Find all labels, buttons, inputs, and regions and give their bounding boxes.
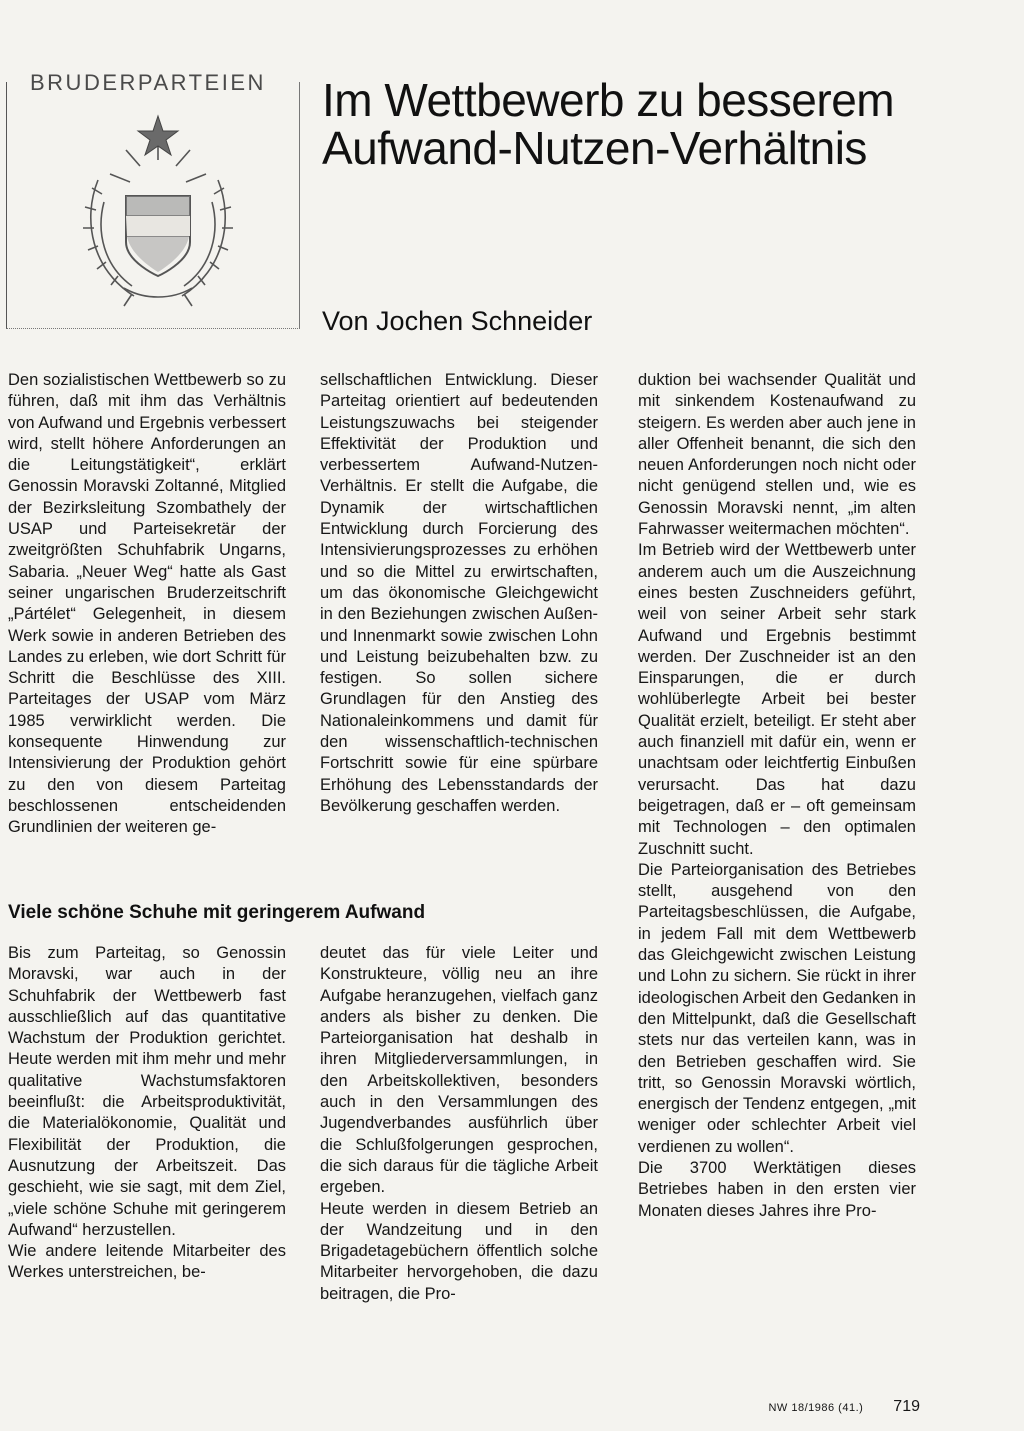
paragraph: Den sozialistischen Wettbewerb so zu führen, daß mit ihm das Verhältnis von Aufwand und Ergebnis verbessert wird, stellt höhere Anforderungen an die Leitungstätigkeit“, erklärt Genossin Moravski Zoltanné, Mitglied der Bezirksleitung Szombathely der USAP und Parteisekretär der zweitgrößten Schuhfabrik Ungarns, Sabaria. „Neuer Weg“ hatte als Gast seiner ungarischen Bruderzeitschrift „Pártélet“ Gelegenheit, in diesem Werk sowie in anderen Betrieben des Landes zu erleben, wie dort Schritt für Schritt die Beschlüsse des XIII. Parteitages der USAP vom März 1985 verwirklicht werden. Die konsequente Hinwendung zur Intensivierung der Produktion gehört zu den von diesem Parteitag beschlossenen entscheidenden Grundlinien der weiteren ge- (8, 371, 286, 837)
column-1-section-1 (8, 370, 286, 839)
paragraph: duktion bei wachsender Qualität und mit sinkendem Kostenaufwand zu steigern. Es werden aber auch jene in aller Offenheit benannt, die sich den neuen Anforderungen noch nicht oder nicht genügend stellen und, wie es Genossin Moravski nennt, „im alten Fahrwasser weitermachen möchten“. (638, 371, 916, 539)
article-title (322, 76, 1012, 172)
paragraph: Die Parteiorganisation des Betriebes stellt, ausgehend von den Parteitagsbeschlüssen, die Aufgabe, in jedem Fall mit dem Wettbewerb das Gleichgewicht zwischen Leistung und Lohn zu sichern. Sie rückt in ihrer ideologischen Arbeit den Gedanken in den Mittelpunkt, daß die Gesellschaft stets nur das verteilen kann, was in den Betrieben geschaffen wird. Sie tritt, so Genossin Moravski wörtlich, energisch der Tendenz entgegen, „mit weniger oder schlechter Arbeit viel verdienen zu wollen“. (638, 860, 916, 1156)
paragraph: Heute werden in diesem Betrieb an der Wandzeitung und in den Brigadetagebüchern öffentlich solche Mitarbeiter hervorgehoben, die dazu beitragen, die Pro- (320, 1199, 598, 1303)
section-subheading: Viele schöne Schuhe mit geringerem Aufwand (8, 902, 426, 923)
column-2-section-2 (320, 943, 598, 1305)
paragraph: Im Betrieb wird der Wettbewerb unter anderem auch um die Auszeichnung eines besten Zuschneiders geführt, weil von seiner Arbeit sehr stark Aufwand und Ergebnis bestimmt werden. Der Zuschneider ist an den Einsparungen, die er durch wohlüberlegte Arbeit bei bester Qualität erzielt, beteiligt. Er steht aber auch finanziell mit dafür ein, wenn er unachtsam oder leichtfertig Einbußen verursacht. Das hat dazu beigetragen, daß er – oft gemeinsam mit Technologen – den optimalen Zuschnitt sucht. (638, 541, 916, 858)
article-title-line-1: Im Wettbewerb zu besserem (322, 74, 895, 126)
page-footer (768, 1398, 920, 1416)
paragraph: deutet das für viele Leiter und Konstrukteure, völlig neu an ihre Aufgabe heranzugehen, vielfach ganz anders als bisher zu denken. Die Parteiorganisation hat deshalb in ihren Mitgliederversammlungen, in den Arbeitskollektiven, besonders auch in den Versammlungen des Jugendverbandes ausführlich über die Schlußfolgerungen gesprochen, die sich daraus für die tägliche Arbeit ergeben. (320, 944, 598, 1197)
paragraph: Die 3700 Werktätigen dieses Betriebes haben in den ersten vier Monaten dieses Jahres ihre Pro- (638, 1158, 916, 1220)
article-title-line-2: Aufwand-Nutzen-Verhältnis (322, 122, 867, 174)
page-number: 719 (893, 1398, 920, 1415)
column-3 (638, 370, 916, 1222)
hungarian-coat-of-arms-icon (74, 110, 242, 310)
paragraph: sellschaftlichen Entwicklung. Dieser Parteitag orientiert auf bedeutenden Leistungszuwachs bei steigender Effektivität der Produktion und verbessertem Aufwand-Nutzen-Verhältnis. Er stellt die Aufgabe, die Dynamik der wirtschaftlichen Entwicklung durch Forcierung des Intensivierungsprozesses zu erhöhen und so die Mittel zu erwirtschaften, um das ökonomische Gleichgewicht in den Beziehungen zwischen Außen- und Innenmarkt sowie zwischen Lohn und Leistung beizubehalten bzw. zu festigen. So sollen sichere Grundlagen für den Anstieg des Nationaleinkommens und damit für den wissenschaftlich-technischen Fortschritt sowie für eine spürbare Erhöhung des Lebensstandards der Bevölkerung geschaffen werden. (320, 371, 598, 815)
paragraph: Wie andere leitende Mitarbeiter des Werkes unterstreichen, be- (8, 1242, 286, 1282)
column-2-section-1 (320, 370, 598, 817)
issue-reference: NW 18/1986 (41.) (768, 1402, 864, 1414)
paragraph: Bis zum Parteitag, so Genossin Moravski, war auch in der Schuhfabrik der Wettbewerb fast ausschließlich auf das quantitative Wachstum der Produktion gerichtet. Heute werden mit ihm mehr und mehr qualitative Wachstumsfaktoren beeinflußt: die Arbeitsproduktivität, die Materialökonomie, Qualität und Flexibilität der Produktion, die Ausnutzung der Arbeitszeit. Das geschieht, wie sie sagt, mit dem Ziel, „viele schöne Schuhe mit geringerem Aufwand“ herzustellen. (8, 944, 286, 1239)
column-1-section-2 (8, 943, 286, 1284)
rubric-label: BRUDERPARTEIEN (24, 70, 272, 96)
article-byline: Von Jochen Schneider (322, 306, 593, 336)
rubric-box (6, 68, 302, 330)
